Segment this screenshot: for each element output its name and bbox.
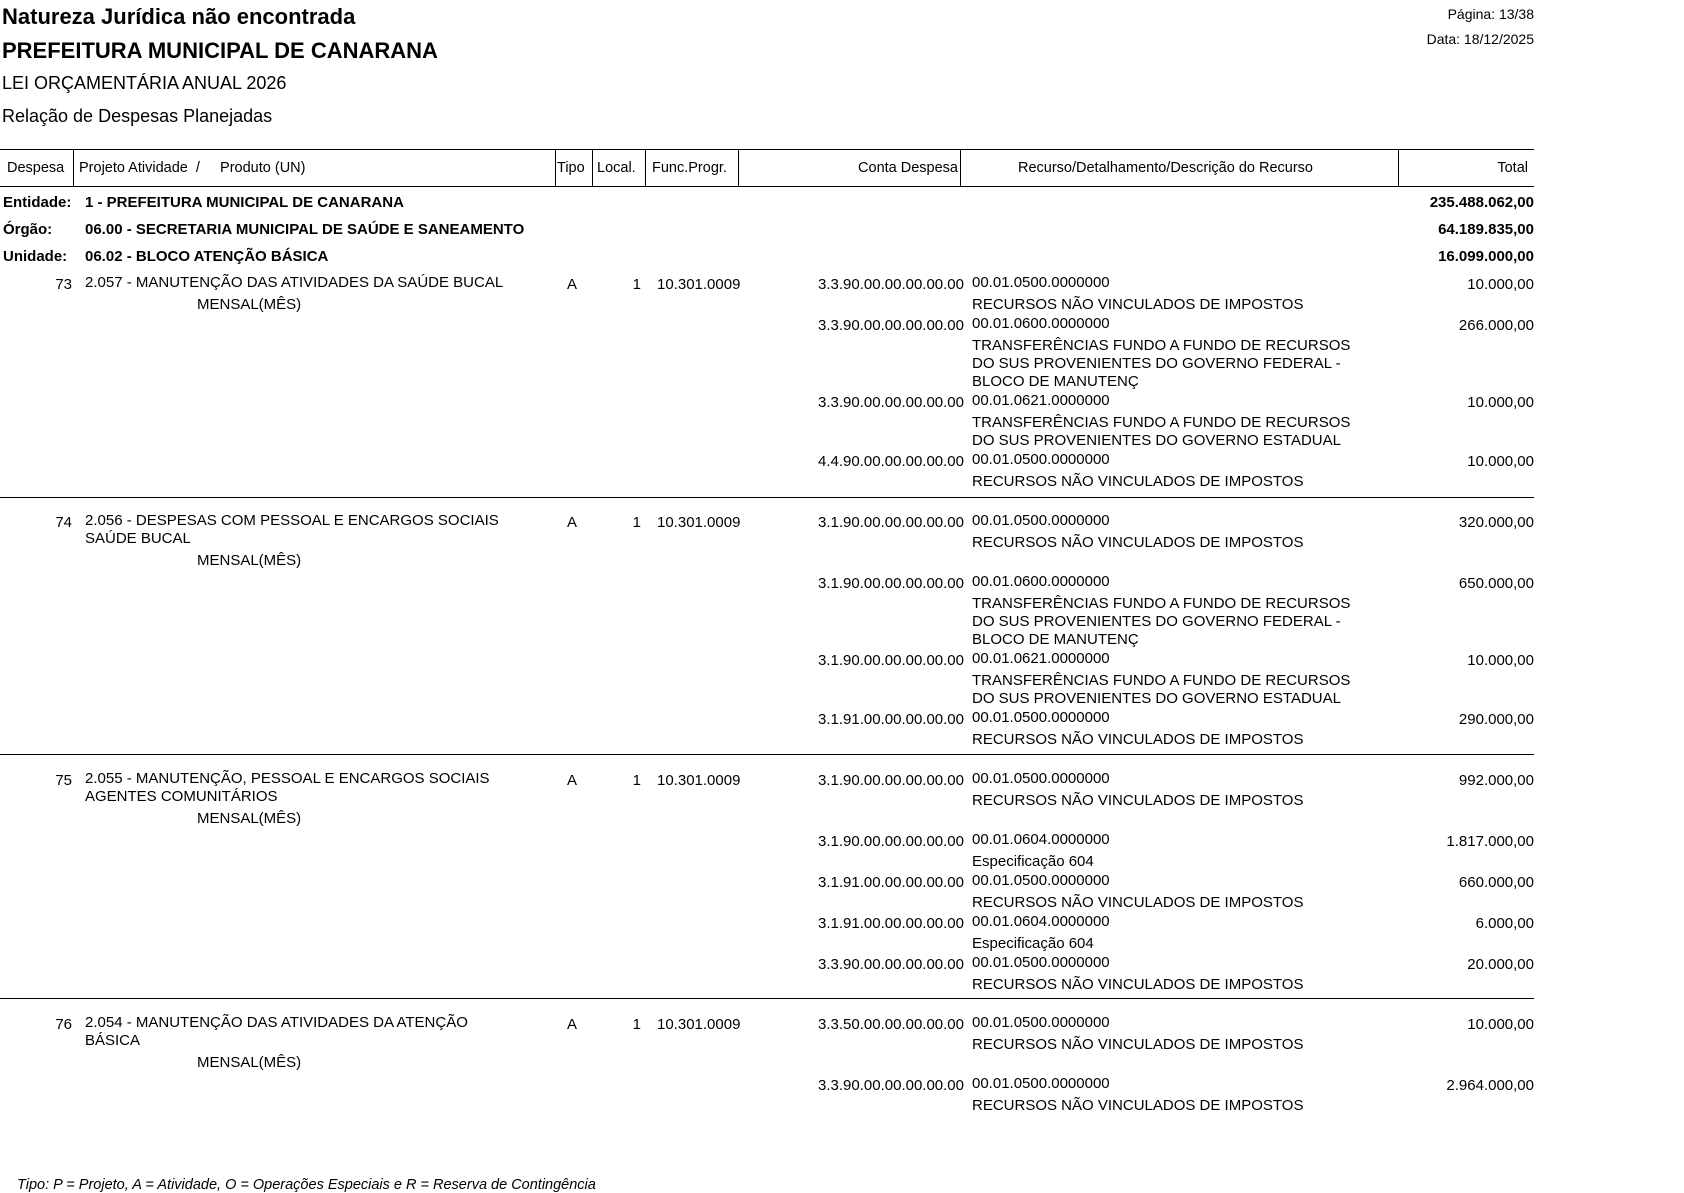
conta-despesa: 4.4.90.00.00.00.00.00 xyxy=(818,453,964,470)
recurso-code: 00.01.0500.0000000 xyxy=(972,954,1110,971)
despesa-number: 75 xyxy=(55,772,72,789)
recurso-code: 00.01.0500.0000000 xyxy=(972,770,1110,787)
conta-despesa: 3.3.90.00.00.00.00.00 xyxy=(818,1077,964,1094)
page-number: Página: 13/38 xyxy=(1447,6,1534,22)
recurso-code: 00.01.0500.0000000 xyxy=(972,451,1110,468)
recurso-code: 00.01.0600.0000000 xyxy=(972,315,1110,332)
conta-despesa: 3.1.90.00.00.00.00.00 xyxy=(818,833,964,850)
recurso-description: BLOCO DE MANUTENÇ xyxy=(972,631,1139,648)
item-total: 10.000,00 xyxy=(1467,276,1534,293)
recurso-description: RECURSOS NÃO VINCULADOS DE IMPOSTOS xyxy=(972,976,1304,993)
col-local: Local. xyxy=(597,160,636,176)
unidade-label: Unidade: xyxy=(3,248,68,265)
col-total: Total xyxy=(1497,160,1528,176)
col-recurso: Recurso/Detalhamento/Descrição do Recurso xyxy=(1018,160,1313,176)
item-total: 290.000,00 xyxy=(1458,711,1534,728)
conta-despesa: 3.1.90.00.00.00.00.00 xyxy=(818,514,964,531)
item-total: 320.000,00 xyxy=(1458,514,1534,531)
projeto-atividade-line: 2.057 - MANUTENÇÃO DAS ATIVIDADES DA SAÚDE BUCAL xyxy=(85,274,504,291)
recurso-code: 00.01.0600.0000000 xyxy=(972,573,1110,590)
recurso-description: Especificação 604 xyxy=(972,935,1094,952)
orgao-total: 64.189.835,00 xyxy=(1438,221,1534,238)
conta-despesa: 3.1.91.00.00.00.00.00 xyxy=(818,915,964,932)
func-progr-value: 10.301.0009 xyxy=(657,1016,741,1033)
recurso-code: 00.01.0500.0000000 xyxy=(972,1014,1110,1031)
recurso-description: DO SUS PROVENIENTES DO GOVERNO FEDERAL - xyxy=(972,613,1341,630)
projeto-atividade-line: SAÚDE BUCAL xyxy=(85,530,191,547)
projeto-atividade-line: 2.054 - MANUTENÇÃO DAS ATIVIDADES DA ATENÇÃO xyxy=(85,1014,468,1031)
recurso-description: TRANSFERÊNCIAS FUNDO A FUNDO DE RECURSOS xyxy=(972,414,1351,431)
recurso-description: TRANSFERÊNCIAS FUNDO A FUNDO DE RECURSOS xyxy=(972,337,1351,354)
conta-despesa: 3.3.90.00.00.00.00.00 xyxy=(818,956,964,973)
recurso-description: RECURSOS NÃO VINCULADOS DE IMPOSTOS xyxy=(972,296,1304,313)
recurso-description: RECURSOS NÃO VINCULADOS DE IMPOSTOS xyxy=(972,473,1304,490)
recurso-description: RECURSOS NÃO VINCULADOS DE IMPOSTOS xyxy=(972,1097,1304,1114)
col-tipo: Tipo xyxy=(557,160,585,176)
despesa-separator xyxy=(0,754,1534,755)
col-despesa: Despesa xyxy=(7,160,65,176)
local-value: 1 xyxy=(632,514,641,531)
item-total: 6.000,00 xyxy=(1475,915,1534,932)
entidade-name: 1 - PREFEITURA MUNICIPAL DE CANARANA xyxy=(85,194,404,211)
recurso-description: RECURSOS NÃO VINCULADOS DE IMPOSTOS xyxy=(972,1036,1304,1053)
tipo-value: A xyxy=(567,772,578,789)
item-total: 1.817.000,00 xyxy=(1446,833,1534,850)
report-title-line1: Natureza Jurídica não encontrada xyxy=(2,4,356,29)
func-progr-value: 10.301.0009 xyxy=(657,514,741,531)
func-progr-value: 10.301.0009 xyxy=(657,276,741,293)
conta-despesa: 3.1.91.00.00.00.00.00 xyxy=(818,711,964,728)
unidade-total: 16.099.000,00 xyxy=(1438,248,1534,265)
despesa-separator xyxy=(0,497,1534,498)
conta-despesa: 3.3.50.00.00.00.00.00 xyxy=(818,1016,964,1033)
conta-despesa: 3.3.90.00.00.00.00.00 xyxy=(818,394,964,411)
item-total: 10.000,00 xyxy=(1467,652,1534,669)
col-projeto: Projeto Atividade / Produto (UN) xyxy=(79,160,306,176)
produto-unidade: MENSAL(MÊS) xyxy=(197,552,302,569)
column-header-row xyxy=(0,149,1534,187)
tipo-value: A xyxy=(567,514,578,531)
recurso-code: 00.01.0500.0000000 xyxy=(972,274,1110,291)
recurso-description: RECURSOS NÃO VINCULADOS DE IMPOSTOS xyxy=(972,731,1304,748)
recurso-description: DO SUS PROVENIENTES DO GOVERNO ESTADUAL xyxy=(972,432,1341,449)
func-progr-value: 10.301.0009 xyxy=(657,772,741,789)
item-total: 10.000,00 xyxy=(1467,394,1534,411)
conta-despesa: 3.1.90.00.00.00.00.00 xyxy=(818,652,964,669)
recurso-code: 00.01.0604.0000000 xyxy=(972,913,1110,930)
recurso-code: 00.01.0500.0000000 xyxy=(972,872,1110,889)
item-total: 2.964.000,00 xyxy=(1446,1077,1534,1094)
footer-legend: Tipo: P = Projeto, A = Atividade, O = Operações Especiais e R = Reserva de Contingência xyxy=(17,1177,596,1193)
recurso-description: TRANSFERÊNCIAS FUNDO A FUNDO DE RECURSOS xyxy=(972,672,1351,689)
recurso-description: RECURSOS NÃO VINCULADOS DE IMPOSTOS xyxy=(972,534,1304,551)
report-title-line4: Relação de Despesas Planejadas xyxy=(2,106,273,126)
despesa-number: 73 xyxy=(55,276,72,293)
local-value: 1 xyxy=(632,276,641,293)
recurso-code: 00.01.0621.0000000 xyxy=(972,392,1110,409)
report-title-line3: LEI ORÇAMENTÁRIA ANUAL 2026 xyxy=(2,73,287,93)
recurso-code: 00.01.0621.0000000 xyxy=(972,650,1110,667)
tipo-value: A xyxy=(567,276,578,293)
projeto-atividade-line: 2.055 - MANUTENÇÃO, PESSOAL E ENCARGOS SOCIAIS xyxy=(85,770,490,787)
produto-unidade: MENSAL(MÊS) xyxy=(197,296,302,313)
report-title-line2: PREFEITURA MUNICIPAL DE CANARANA xyxy=(2,38,438,63)
despesa-separator xyxy=(0,998,1534,999)
local-value: 1 xyxy=(632,772,641,789)
item-total: 10.000,00 xyxy=(1467,1016,1534,1033)
conta-despesa: 3.1.91.00.00.00.00.00 xyxy=(818,874,964,891)
col-func: Func.Progr. xyxy=(652,160,727,176)
item-total: 992.000,00 xyxy=(1458,772,1534,789)
recurso-description: DO SUS PROVENIENTES DO GOVERNO FEDERAL - xyxy=(972,355,1341,372)
entidade-total: 235.488.062,00 xyxy=(1429,194,1534,211)
item-total: 660.000,00 xyxy=(1458,874,1534,891)
recurso-description: BLOCO DE MANUTENÇ xyxy=(972,373,1139,390)
projeto-atividade-line: AGENTES COMUNITÁRIOS xyxy=(85,788,278,805)
conta-despesa: 3.3.90.00.00.00.00.00 xyxy=(818,317,964,334)
recurso-code: 00.01.0500.0000000 xyxy=(972,709,1110,726)
item-total: 266.000,00 xyxy=(1458,317,1534,334)
report-date: Data: 18/12/2025 xyxy=(1426,31,1534,47)
despesa-number: 76 xyxy=(55,1016,72,1033)
recurso-code: 00.01.0500.0000000 xyxy=(972,512,1110,529)
orgao-name: 06.00 - SECRETARIA MUNICIPAL DE SAÚDE E SANEAMENTO xyxy=(85,221,525,238)
item-total: 20.000,00 xyxy=(1467,956,1534,973)
recurso-code: 00.01.0500.0000000 xyxy=(972,1075,1110,1092)
produto-unidade: MENSAL(MÊS) xyxy=(197,1054,302,1071)
projeto-atividade-line: 2.056 - DESPESAS COM PESSOAL E ENCARGOS SOCIAIS xyxy=(85,512,499,529)
unidade-name: 06.02 - BLOCO ATENÇÃO BÁSICA xyxy=(85,248,329,265)
tipo-value: A xyxy=(567,1016,578,1033)
despesa-number: 74 xyxy=(55,514,72,531)
recurso-description: RECURSOS NÃO VINCULADOS DE IMPOSTOS xyxy=(972,792,1304,809)
item-total: 650.000,00 xyxy=(1458,575,1534,592)
recurso-description: TRANSFERÊNCIAS FUNDO A FUNDO DE RECURSOS xyxy=(972,595,1351,612)
recurso-description: DO SUS PROVENIENTES DO GOVERNO ESTADUAL xyxy=(972,690,1341,707)
orgao-label: Órgão: xyxy=(3,221,53,238)
conta-despesa: 3.3.90.00.00.00.00.00 xyxy=(818,276,964,293)
recurso-description: RECURSOS NÃO VINCULADOS DE IMPOSTOS xyxy=(972,894,1304,911)
local-value: 1 xyxy=(632,1016,641,1033)
recurso-code: 00.01.0604.0000000 xyxy=(972,831,1110,848)
col-conta: Conta Despesa xyxy=(858,160,958,176)
item-total: 10.000,00 xyxy=(1467,453,1534,470)
conta-despesa: 3.1.90.00.00.00.00.00 xyxy=(818,772,964,789)
entidade-label: Entidade: xyxy=(3,194,72,211)
conta-despesa: 3.1.90.00.00.00.00.00 xyxy=(818,575,964,592)
recurso-description: Especificação 604 xyxy=(972,853,1094,870)
projeto-atividade-line: BÁSICA xyxy=(85,1032,141,1049)
produto-unidade: MENSAL(MÊS) xyxy=(197,810,302,827)
